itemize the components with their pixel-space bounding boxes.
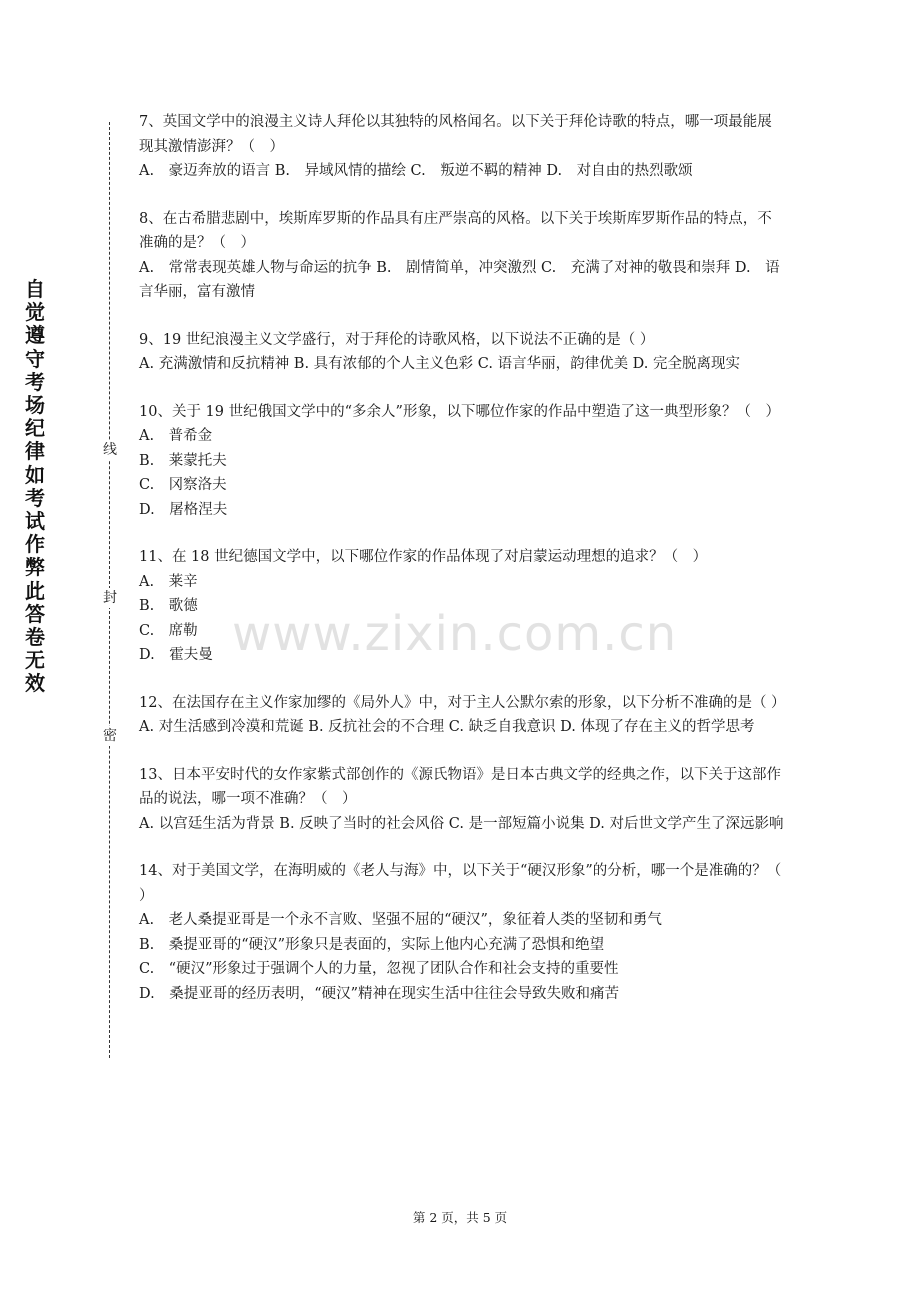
question-stem: 8、在古希腊悲剧中，埃斯库罗斯的作品具有庄严崇高的风格。以下关于埃斯库罗斯作品的特点，不准确的是？（ ）: [139, 210, 772, 251]
question-stem: 11、在 18 世纪德国文学中，以下哪位作家的作品体现了对启蒙运动理想的追求？（ ）: [139, 549, 708, 565]
question-12: [139, 691, 785, 740]
question-11: [139, 545, 785, 668]
page-number: 第 2 页，共 5 页: [412, 1210, 508, 1225]
question-stem: 9、19 世纪浪漫主义文学盛行，对于拜伦的诗歌风格，以下说法不正确的是（ ）: [139, 331, 655, 348]
watermark: www.zixin.com.cn: [232, 606, 678, 662]
option-b: B. 歌德: [139, 598, 198, 614]
question-7: [139, 110, 785, 184]
binding-mark-secret: 密: [103, 728, 117, 744]
option-c: C. “硬汉”形象过于强调个人的力量，忽视了团队合作和社会支持的重要性: [139, 961, 619, 977]
option-d: D. 霍夫曼: [139, 647, 213, 663]
question-10: [139, 400, 785, 523]
exam-discipline-notice: 自觉遵守考场纪律如考试作弊此答卷无效: [25, 277, 45, 696]
question-stem: 10、关于 19 世纪俄国文学中的“多余人”形象，以下哪位作家的作品中塑造了这一典型形象？（ ）: [139, 403, 780, 420]
question-options: A. 以宫廷生活为背景 B. 反映了当时的社会风俗 C. 是一部短篇小说集 D. 对后世文学产生了深远影响: [139, 815, 784, 832]
question-options: A. 豪迈奔放的语言 B. 异域风情的描绘 C. 叛逆不羁的精神 D. 对自由的热烈歌颂: [139, 163, 693, 179]
question-9: [139, 328, 785, 377]
binding-mark-line: 线: [103, 442, 117, 458]
option-c: C. 席勒: [139, 622, 198, 639]
question-8: [139, 207, 785, 305]
question-options: A. 充满激情和反抗精神 B. 具有浓郁的个人主义色彩 C. 语言华丽，韵律优美 D. 完全脱离现实: [139, 356, 741, 372]
question-stem: 14、对于美国文学，在海明威的《老人与海》中，以下关于“硬汉形象”的分析，哪一个是准确的？（ ）: [139, 863, 782, 904]
question-options: A. 常常表现英雄人物与命运的抗争 B. 剧情简单，冲突激烈 C. 充满了对神的敬畏和崇拜 D. 语言华丽，富有激情: [139, 259, 780, 300]
option-a: A. 普希金: [139, 428, 213, 444]
question-stem: 13、日本平安时代的女作家紫式部创作的《源氏物语》是日本古典文学的经典之作，以下关于这部作品的说法，哪一项不准确？（ ）: [139, 766, 781, 807]
question-14: [139, 859, 785, 1006]
option-d: D. 桑提亚哥的经历表明，“硬汉”精神在现实生活中往往会导致失败和痛苦: [139, 985, 620, 1002]
question-13: [139, 763, 785, 837]
binding-mark-seal: 封: [103, 590, 117, 606]
option-a: A. 老人桑提亚哥是一个永不言败、坚强不屈的“硬汉”，象征着人类的坚韧和勇气: [139, 912, 662, 928]
question-list: [139, 110, 785, 1029]
question-options: A. 对生活感到冷漠和荒诞 B. 反抗社会的不合理 C. 缺乏自我意识 D. 体现了存在主义的哲学思考: [139, 719, 755, 735]
option-d: D. 屠格涅夫: [139, 501, 228, 518]
option-b: B. 莱蒙托夫: [139, 452, 227, 469]
option-b: B. 桑提亚哥的“硬汉”形象只是表面的，实际上他内心充满了恐惧和绝望: [139, 936, 605, 953]
question-stem: 7、英国文学中的浪漫主义诗人拜伦以其独特的风格闻名。以下关于拜伦诗歌的特点，哪一项最能展现其激情澎湃？（ ）: [139, 114, 772, 155]
option-c: C. 冈察洛夫: [139, 477, 227, 493]
option-a: A. 莱辛: [139, 573, 198, 590]
question-stem: 12、在法国存在主义作家加缪的《局外人》中，对于主人公默尔索的形象，以下分析不准确的是（ ）: [139, 694, 786, 711]
